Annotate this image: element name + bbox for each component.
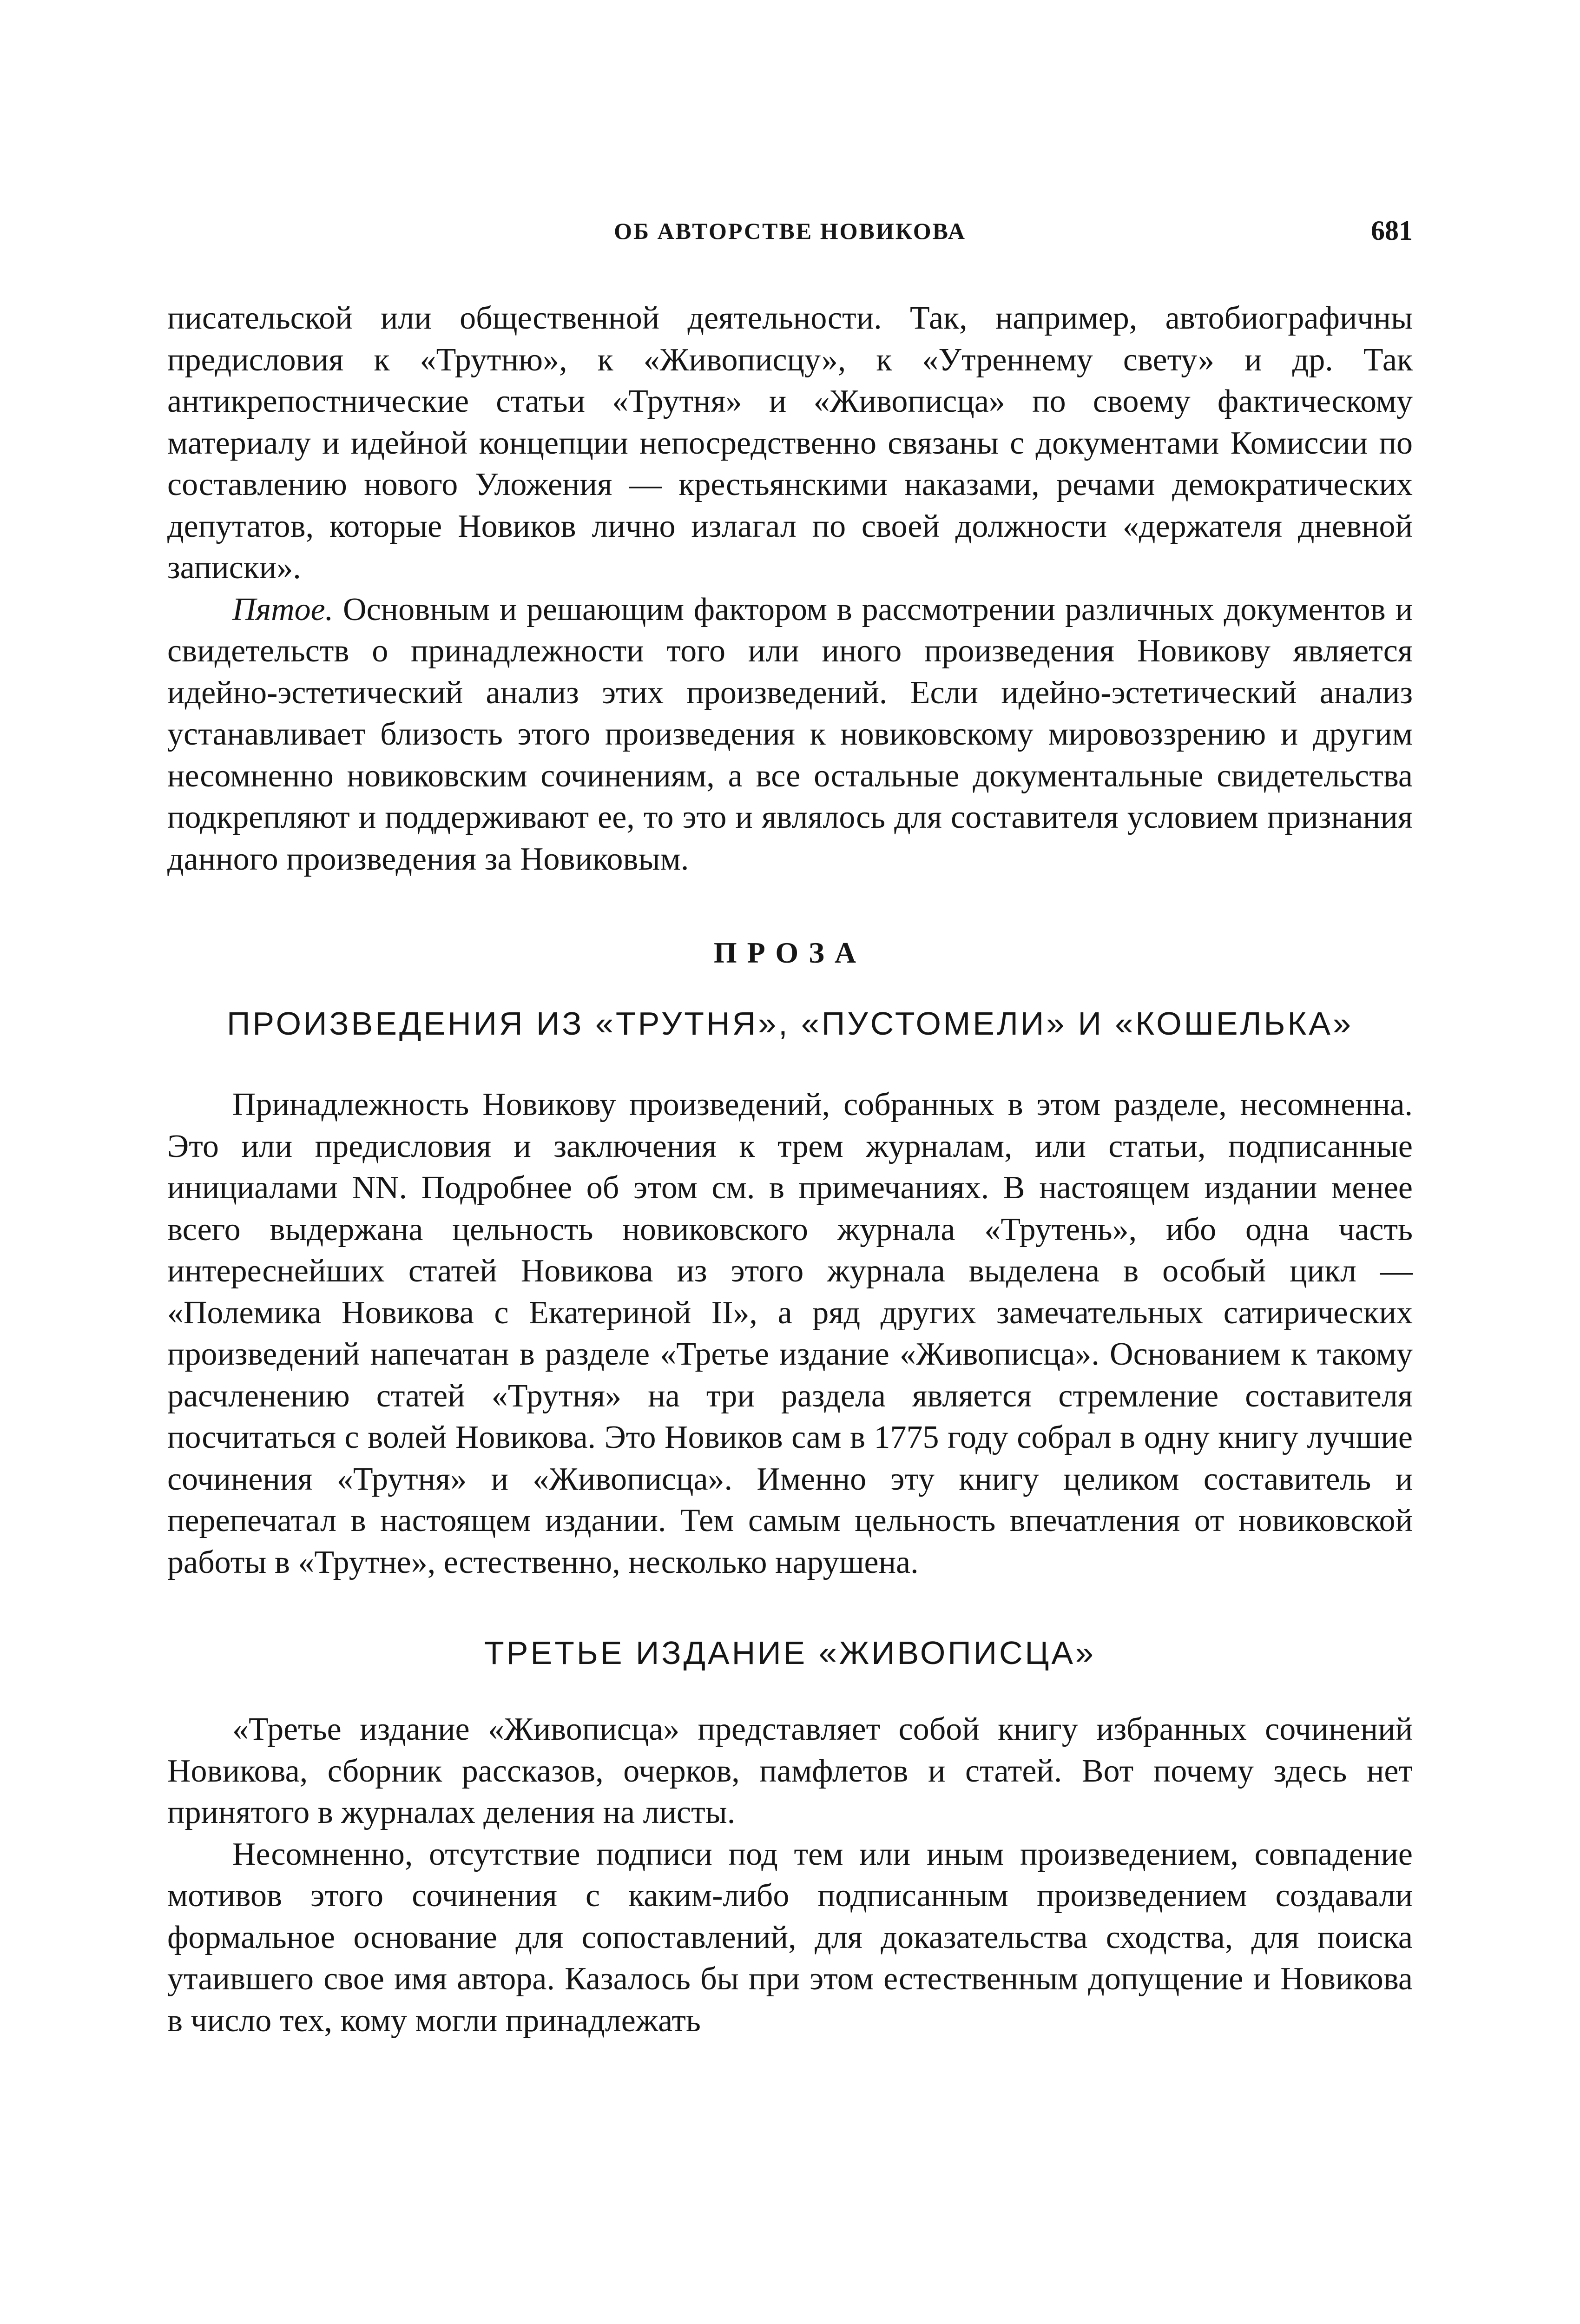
paragraph-body: Основным и решающим фактором в рассмотрении различных документов и свидетельств о принадлежности того или иного произведения Новикову является идейно-эстетический анализ этих произведений. Если идейно-эстетический анализ устанавливает близость этого произведения к новиковскому мировоззрению и другим несомненно новиковским сочинениям, а все остальные документальные свидетельства подкрепляют и поддерживают ее, то это и являлось для составителя условием признания данного произведения за Новиковым. bbox=[167, 591, 1413, 877]
paragraph-signature-absence: Несомненно, отсутствие подписи под тем или иным произведением, совпадение мотивов этого сочинения с каким-либо подписанным произведением создавали формальное основание для сопоставлений, для доказательства сходства, для поиска утаившего свое имя автора. Казалось бы при этом естественным допущение и Новикова в число тех, кому могли принадлежать bbox=[167, 1836, 1413, 2039]
paragraph-truten-attribution: Принадлежность Новикову произведений, собранных в этом разделе, несомненна. Это или предисловия и заключения к трем журналам, или статьи, подписанные инициалами NN. Подробнее об этом см. в примечаниях. В настоящем издании менее всего выдержана цельность новиковского журнала «Трутень», ибо одна часть интереснейших статей Новикова из этого журнала выделена в особый цикл — «Полемика Новикова с Екатериной II», а ряд других замечательных сатирических произведений напечатан в разделе «Третье издание «Живописца». Основанием к такому расчленению статей «Трутня» на три раздела является стремление составителя посчитаться с волей Новикова. Это Новиков сам в 1775 году собрал в одну книгу лучшие сочинения «Трутня» и «Живописца». Именно эту книгу целиком составитель и перепечатал в настоящем издании. Тем самым цельность впечатления от новиковской работы в «Трутне», естественно, несколько нарушена. bbox=[167, 1087, 1413, 1580]
book-page bbox=[167, 0, 1413, 2324]
subsection-heading-zhivopisets: ТРЕТЬЕ ИЗДАНИЕ «ЖИВОПИСЦА» bbox=[484, 1635, 1096, 1671]
spacer bbox=[167, 970, 1413, 1005]
spacer bbox=[167, 1042, 1413, 1084]
subsection-heading-truten: ПРОИЗВЕДЕНИЯ ИЗ «ТРУТНЯ», «ПУСТОМЕЛИ» И «КОШЕЛЬКА» bbox=[227, 1005, 1353, 1042]
paragraph-continuation: писательской или общественной деятельности. Так, например, автобиографичны предисловия к «Трутню», к «Живописцу», к «Утреннему свету» и др. Так антикрепостнические статьи «Трутня» и «Живописца» по своему фактическому материалу и идейной концепции непосредственно связаны с документами Комиссии по составлению нового Уложения — крестьянскими наказами, речами демократических депутатов, которые Новиков лично излагал по своей должности «держателя дневной записки». bbox=[167, 300, 1413, 586]
spacer bbox=[167, 1583, 1413, 1634]
paragraph-third-edition: «Третье издание «Живописца» представляет собой книгу избранных сочинений Новикова, сборник рассказов, очерков, памфлетов и статей. Вот почему здесь нет принятого в журналах деления на листы. bbox=[167, 1711, 1413, 1830]
spacer bbox=[167, 1671, 1413, 1709]
running-head bbox=[167, 215, 1413, 259]
running-title: ОБ АВТОРСТВЕ НОВИКОВА bbox=[614, 218, 966, 244]
spacer bbox=[167, 880, 1413, 936]
paragraph-lead-word: Пятое. bbox=[232, 591, 334, 627]
section-heading-prose: ПРОЗА bbox=[713, 936, 867, 969]
page-number: 681 bbox=[1371, 215, 1413, 246]
body-text bbox=[167, 297, 1413, 2041]
paragraph-fifth-point bbox=[167, 589, 1413, 880]
